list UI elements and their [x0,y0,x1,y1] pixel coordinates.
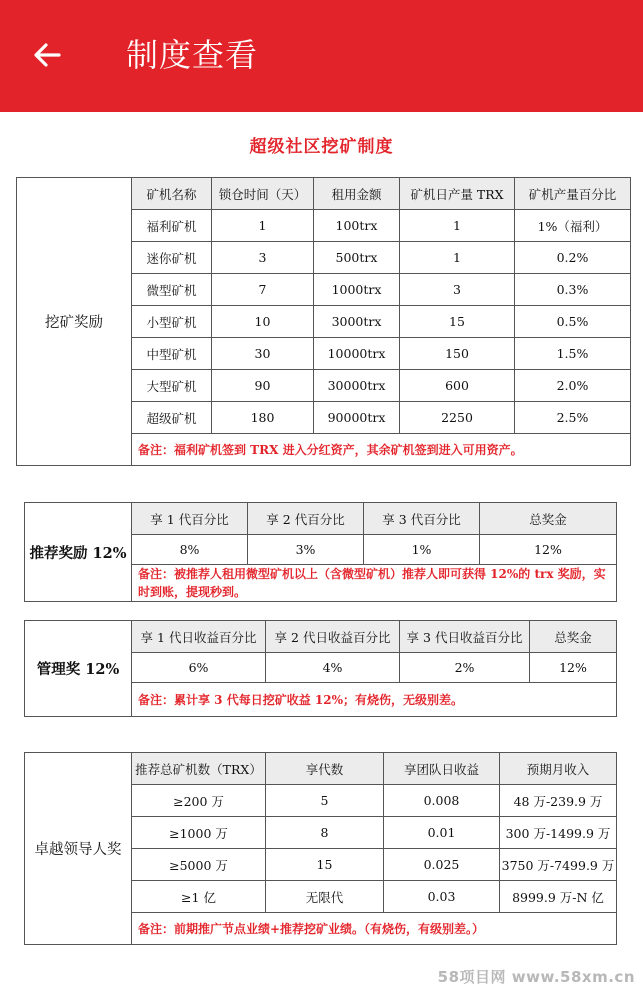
management-side-label: 管理奖 12% [25,621,132,717]
referral-col-total: 总奖金 [480,503,617,535]
table-cell: 12% [480,535,617,565]
mining-side-label: 挖矿奖励 [17,178,132,466]
management-col-gen2: 享 2 代日收益百分比 [266,621,400,653]
table-cell: 2250 [400,402,515,434]
leader-reward-table [24,752,617,945]
site-watermark: 58项目网 www.58xm.cn [437,968,635,986]
table-cell: 3750 万-7499.9 万 [500,849,617,881]
table-cell: 3% [248,535,364,565]
table-cell: 3 [400,274,515,306]
table-cell: 0.01 [384,817,500,849]
table-cell: 600 [400,370,515,402]
table-cell: 15 [266,849,384,881]
referral-side-label: 推荐奖励 12% [25,503,132,602]
table-cell: 3000trx [314,306,400,338]
referral-col-gen2: 享 2 代百分比 [248,503,364,535]
table-cell: 90 [212,370,314,402]
leader-side-label: 卓越领导人奖 [25,753,132,945]
table-cell: 8999.9 万-N 亿 [500,881,617,913]
table-cell: 500trx [314,242,400,274]
app-header [0,0,643,112]
mining-col-rent: 租用金额 [314,178,400,210]
table-cell: ≥5000 万 [132,849,266,881]
table-cell: 超级矿机 [132,402,212,434]
management-reward-table [24,620,617,717]
table-cell: ≥200 万 [132,785,266,817]
table-cell: 180 [212,402,314,434]
mining-col-lock: 锁仓时间（天） [212,178,314,210]
referral-reward-table [24,502,617,602]
table-cell: 48 万-239.9 万 [500,785,617,817]
table-cell: 0.5% [515,306,631,338]
management-col-total: 总奖金 [530,621,617,653]
document-image [0,112,643,995]
table-cell: 福利矿机 [132,210,212,242]
table-cell: 0.03 [384,881,500,913]
table-cell: 300 万-1499.9 万 [500,817,617,849]
arrow-left-icon [31,39,63,71]
table-cell: 100trx [314,210,400,242]
table-cell: 1 [400,210,515,242]
table-cell: 15 [400,306,515,338]
table-cell: 2.0% [515,370,631,402]
table-cell: 12% [530,653,617,683]
table-cell: ≥1 亿 [132,881,266,913]
leader-col-machines: 推荐总矿机数（TRX） [132,753,266,785]
mining-col-percent: 矿机产量百分比 [515,178,631,210]
back-button[interactable] [26,34,68,76]
table-cell: 1%（福利） [515,210,631,242]
table-cell: 90000trx [314,402,400,434]
table-cell: 10000trx [314,338,400,370]
table-cell: ≥1000 万 [132,817,266,849]
table-cell: 迷你矿机 [132,242,212,274]
mining-note: 备注：福利矿机签到 TRX 进入分红资产，其余矿机签到进入可用资产。 [132,434,631,466]
table-cell: 8 [266,817,384,849]
table-cell: 1 [400,242,515,274]
table-cell: 小型矿机 [132,306,212,338]
table-cell: 中型矿机 [132,338,212,370]
referral-col-gen3: 享 3 代百分比 [364,503,480,535]
management-col-gen3: 享 3 代日收益百分比 [400,621,530,653]
document-heading: 超级社区挖矿制度 [249,137,394,157]
mining-col-daily: 矿机日产量 TRX [400,178,515,210]
referral-col-gen1: 享 1 代百分比 [132,503,248,535]
mining-reward-table [16,177,631,466]
table-cell: 2.5% [515,402,631,434]
table-cell: 4% [266,653,400,683]
table-cell: 8% [132,535,248,565]
table-cell: 0.025 [384,849,500,881]
table-cell: 150 [400,338,515,370]
management-note: 备注：累计享 3 代每日挖矿收益 12%；有烧伤，无级别差。 [132,683,617,717]
table-cell: 1000trx [314,274,400,306]
table-cell: 1.5% [515,338,631,370]
table-cell: 6% [132,653,266,683]
table-cell: 2% [400,653,530,683]
table-cell: 0.008 [384,785,500,817]
table-cell: 3 [212,242,314,274]
table-cell: 0.3% [515,274,631,306]
leader-note: 备注：前期推广节点业绩+推荐挖矿业绩。（有烧伤，有级别差。） [132,913,617,945]
table-cell: 1% [364,535,480,565]
referral-note: 备注：被推荐人租用微型矿机以上（含微型矿机）推荐人即可获得 12%的 trx 奖励，实时到账，提现秒到。 [132,565,617,602]
table-cell: 无限代 [266,881,384,913]
page-title: 制度查看 [126,36,259,74]
management-col-gen1: 享 1 代日收益百分比 [132,621,266,653]
leader-col-generations: 享代数 [266,753,384,785]
mining-col-name: 矿机名称 [132,178,212,210]
table-cell: 10 [212,306,314,338]
table-cell: 30 [212,338,314,370]
table-cell: 0.2% [515,242,631,274]
table-cell: 30000trx [314,370,400,402]
table-cell: 微型矿机 [132,274,212,306]
table-cell: 5 [266,785,384,817]
table-cell: 7 [212,274,314,306]
leader-col-monthly: 预期月收入 [500,753,617,785]
table-cell: 大型矿机 [132,370,212,402]
leader-col-team-daily: 享团队日收益 [384,753,500,785]
table-cell: 1 [212,210,314,242]
